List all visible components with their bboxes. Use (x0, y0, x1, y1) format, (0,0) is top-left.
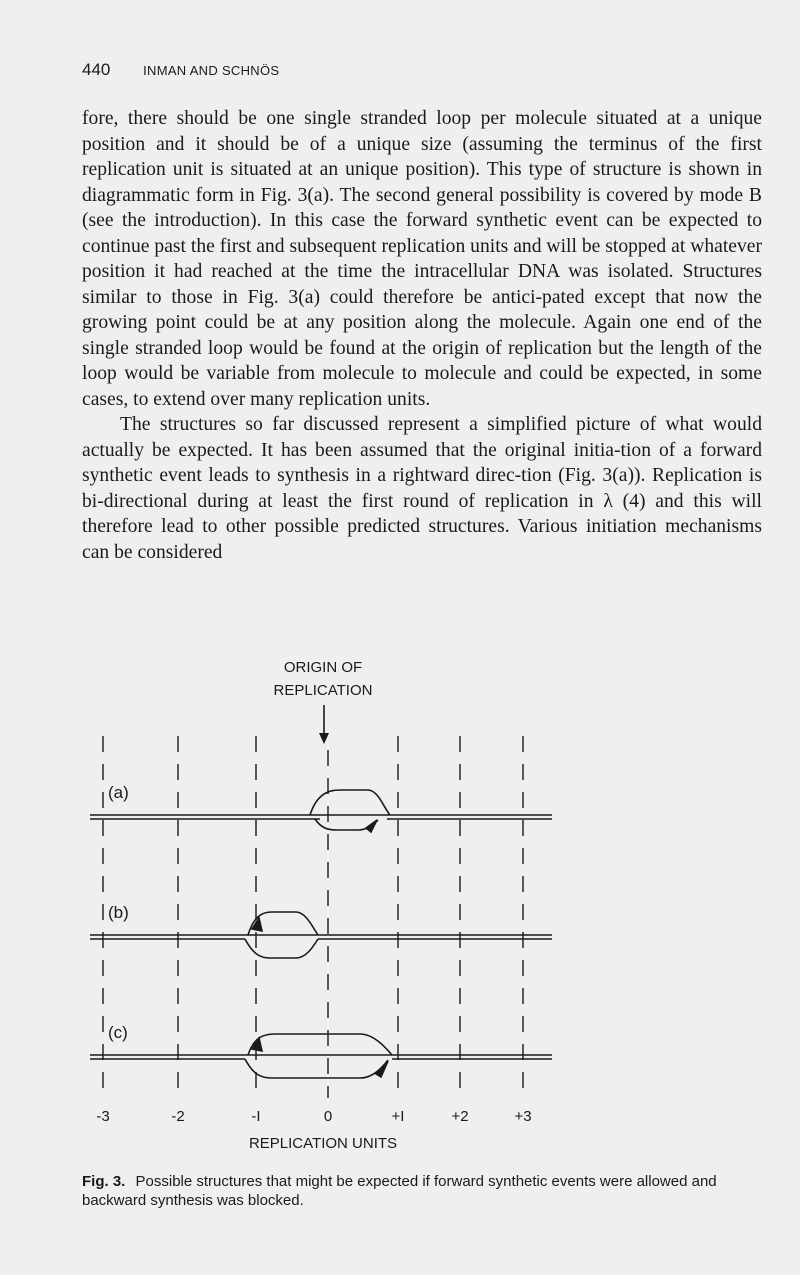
running-title: INMAN AND SCHNÖS (143, 63, 280, 78)
panel-label-b: (b) (108, 903, 129, 922)
unit-boundaries (103, 736, 523, 1098)
origin-label-line1: ORIGIN OF (283, 659, 363, 676)
replication-diagram (0, 650, 800, 1170)
body-text (82, 106, 762, 565)
tick-label: +2 (451, 1108, 469, 1125)
tick-label: +I (391, 1108, 405, 1125)
caption-text: Possible structures that might be expected if forward synthetic events were allowed and backward synthesis was blocked. (82, 1173, 717, 1209)
paragraph-1: fore, there should be one single stranded loop per molecule situated at a unique position and it should be of a unique size (assuming the terminus of the first replication unit is situated at an unique position). This type of structure is shown in diagrammatic form in Fig. 3(a). The second general possibility is covered by mode B (see the introduction). In this case the forward synthetic event can be expected to continue past the first and subsequent replication units and will be stopped at whatever position it had reached at the time the intracellular DNA was isolated. Structures similar to those in Fig. 3(a) could therefore be antici-pated except that now the growing point could be at any position along the molecule. Again one end of the single stranded loop would be found at the origin of replication but the length of the loop would be variable from molecule to molecule and could be expected, in some cases, to extend over many replication units. (82, 108, 762, 410)
paragraph-2: The structures so far discussed represent a simplified picture of what would actually be expected. It has been assumed that the original initia-tion of a forward synthetic event leads to synthesis in a rightward direc-tion (Fig. 3(a)). Replication is bi-directional during at least the first round of replication in λ (4) and this will therefore lead to other possible predicted structures. Various initiation mechanisms can be considered (82, 414, 762, 563)
molecule-a (90, 790, 552, 832)
tick-label: -3 (96, 1108, 110, 1125)
tick-label: -I (251, 1108, 261, 1125)
page-header (82, 60, 279, 80)
page-number: 440 (82, 60, 111, 79)
origin-arrow (319, 705, 329, 744)
figure-3 (0, 650, 800, 1170)
origin-label-line2: REPLICATION (273, 682, 373, 699)
tick-label: 0 (323, 1108, 333, 1125)
figure-caption (82, 1172, 772, 1210)
panel-label-a: (a) (108, 783, 129, 802)
caption-label: Fig. 3. (82, 1173, 126, 1190)
axis-title: REPLICATION UNITS (248, 1135, 398, 1152)
tick-label: +3 (514, 1108, 532, 1125)
molecule-c (90, 1034, 552, 1078)
panel-label-c: (c) (108, 1023, 128, 1042)
tick-label: -2 (171, 1108, 185, 1125)
molecule-b (90, 912, 552, 958)
